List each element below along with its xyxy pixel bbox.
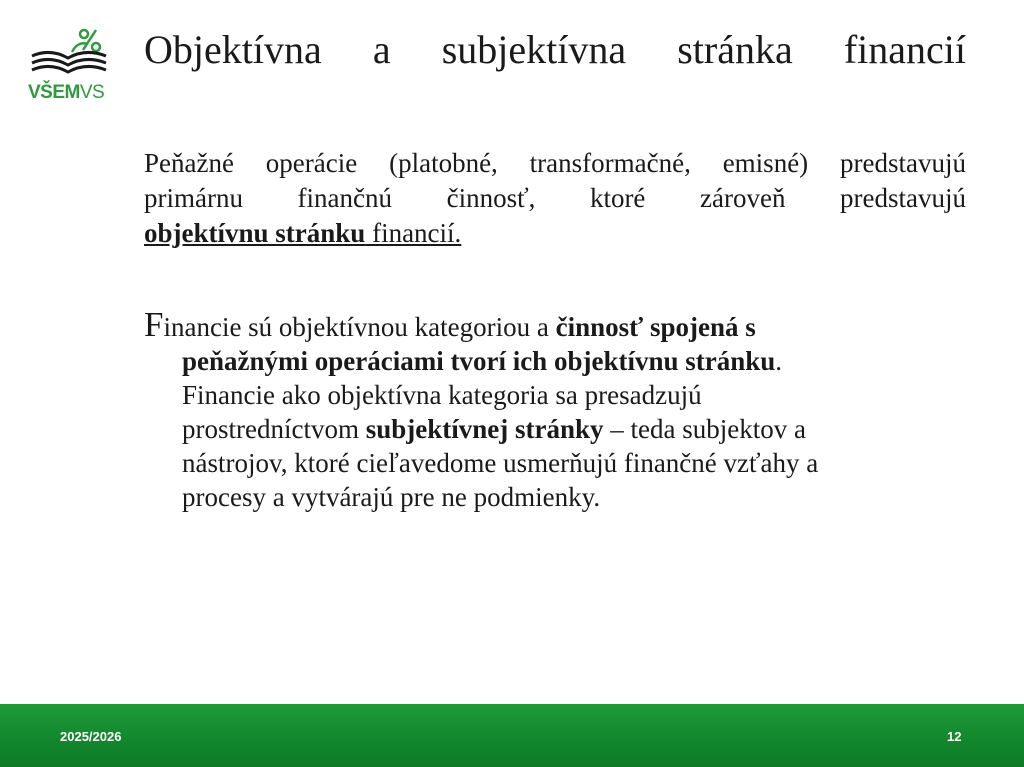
book-percent-icon: [26, 26, 116, 82]
para2-line1: Financie sú objektívnou kategoriou a činnosť spojená s: [144, 305, 756, 344]
footer-year: 2025/2026: [60, 729, 122, 744]
para2-line2: peňažnými operáciami tvorí ich objektívnu stránku.: [182, 346, 783, 376]
para2-line6: procesy a vytvárajú pre ne podmienky.: [182, 482, 601, 512]
para2-line5: nástrojov, ktoré cieľavedome usmerňujú finančné vzťahy a: [182, 448, 819, 478]
logo-text: VŠEMVS: [28, 82, 105, 103]
para1-line3: objektívnu stránku financií.: [144, 218, 462, 248]
vsemvs-logo: [22, 26, 122, 108]
paragraph-operations: [144, 146, 966, 251]
para1-line2: primárnu finančnú činnosť, ktoré zároveň predstavujú: [144, 183, 966, 213]
slide-title: Objektívna a subjektívna stránka financií: [144, 27, 966, 72]
para2-line3: Financie ako objektívna kategoria sa presadzujú: [182, 380, 702, 410]
para1-line1: Peňažné operácie (platobné, transformačné, emisné) predstavujú: [144, 148, 966, 178]
paragraph-financie: [144, 305, 944, 514]
page-number: 12: [947, 729, 962, 744]
para2-line4: prostredníctvom subjektívnej stránky – teda subjektov a: [182, 414, 806, 444]
footer-bar: [0, 704, 1024, 767]
